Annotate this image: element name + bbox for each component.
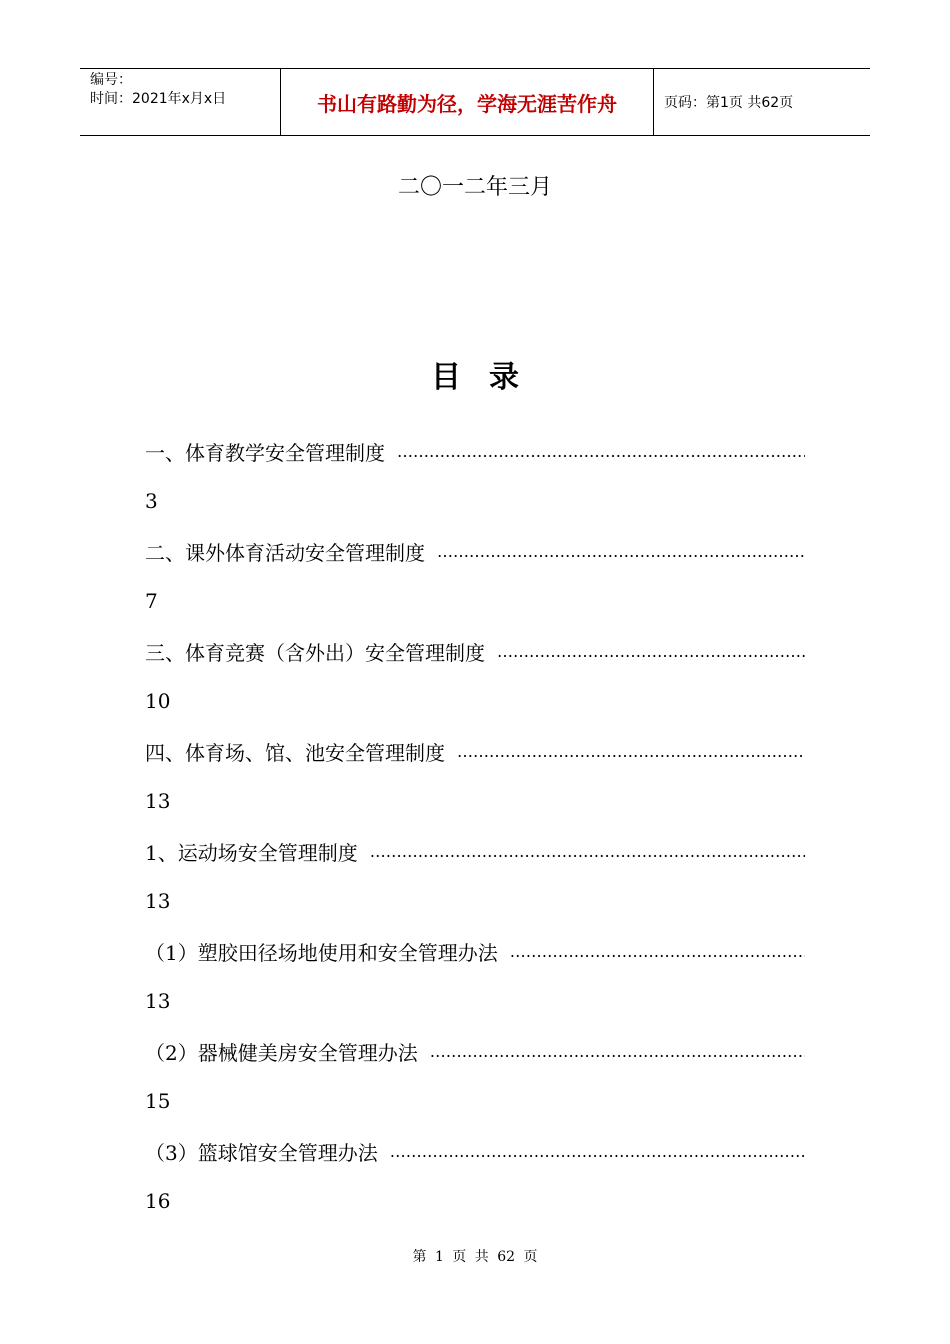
toc-title: 目录 xyxy=(431,360,547,395)
date-line: 二〇一二年三月 xyxy=(397,175,552,200)
toc-entry-label: 四、体育场、馆、池安全管理制度 xyxy=(145,740,445,765)
toc-entry[interactable] xyxy=(145,1126,805,1176)
toc-entry[interactable] xyxy=(145,1026,805,1076)
toc-entry-label: 二、课外体育活动安全管理制度 xyxy=(145,540,425,565)
toc-leader-dots xyxy=(390,1142,805,1161)
toc-leader-dots xyxy=(397,442,805,461)
toc-entry-label: （3）篮球馆安全管理办法 xyxy=(145,1140,378,1165)
toc-entry-page: 13 xyxy=(145,989,171,1013)
toc-entry[interactable] xyxy=(145,726,805,776)
toc-entry-page: 16 xyxy=(145,1189,171,1213)
toc-leader-dots xyxy=(437,542,805,561)
toc-entry-page: 15 xyxy=(145,1089,171,1113)
toc-entry-page: 13 xyxy=(145,889,171,913)
toc-entry[interactable] xyxy=(145,626,805,676)
toc-leader-dots xyxy=(497,642,805,661)
toc-entry-label: （1）塑胶田径场地使用和安全管理办法 xyxy=(145,940,498,965)
toc-entry[interactable] xyxy=(145,926,805,976)
toc-entry-label: 一、体育教学安全管理制度 xyxy=(145,440,385,465)
time-label: 时间：2021年x月x日 xyxy=(90,91,227,107)
header-meta xyxy=(80,69,281,135)
table-of-contents xyxy=(145,426,805,1226)
toc-entry-label: 三、体育竞赛（含外出）安全管理制度 xyxy=(145,640,485,665)
toc-entry-page: 13 xyxy=(145,789,171,813)
header-page-info: 页码：第1页 共62页 xyxy=(664,95,794,111)
page-footer: 第 1 页 共 62 页 xyxy=(412,1249,538,1265)
toc-entry-page: 7 xyxy=(145,589,158,613)
toc-entry[interactable] xyxy=(145,526,805,576)
toc-entry[interactable] xyxy=(145,426,805,476)
toc-leader-dots xyxy=(457,742,805,761)
toc-entry-page: 3 xyxy=(145,489,158,513)
toc-entry-page: 10 xyxy=(145,689,171,713)
header-motto: 书山有路勤为径，学海无涯苦作舟 xyxy=(281,69,654,135)
toc-leader-dots xyxy=(370,842,805,861)
toc-entry[interactable] xyxy=(145,826,805,876)
toc-leader-dots xyxy=(510,942,805,961)
toc-entry-label: 1、运动场安全管理制度 xyxy=(145,840,358,865)
toc-leader-dots xyxy=(430,1042,805,1061)
toc-entry-label: （2）器械健美房安全管理办法 xyxy=(145,1040,418,1065)
page-header xyxy=(80,68,870,136)
number-label: 编号： xyxy=(90,72,132,88)
